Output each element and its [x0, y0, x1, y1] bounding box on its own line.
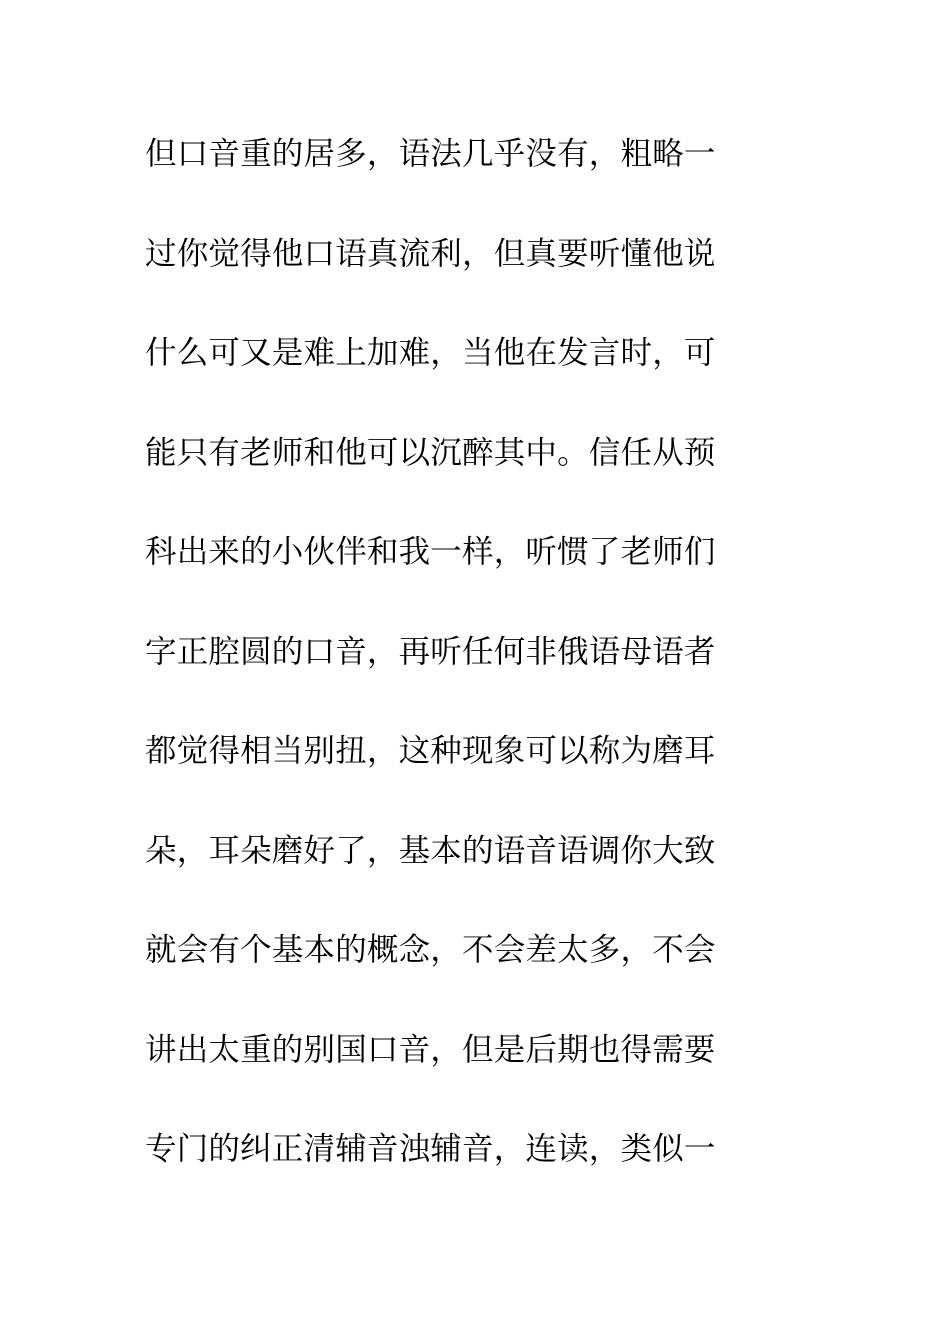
- text-line: 专门的纠正清辅音浊辅音，连读，类似一: [145, 1131, 716, 1167]
- text-line: 什么可又是难上加难，当他在发言时，可: [145, 335, 716, 371]
- text-line: 能只有老师和他可以沉醉其中。信任从预: [145, 434, 716, 471]
- text-line: 科出来的小伙伴和我一样，听惯了老师们: [145, 534, 716, 570]
- text-line: 讲出太重的别国口音，但是后期也得需要: [145, 1031, 716, 1068]
- body-text: [145, 126, 785, 1221]
- text-line: 就会有个基本的概念，不会差太多，不会: [145, 932, 716, 968]
- text-line: 过你觉得他口语真流利，但真要听懂他说: [145, 235, 716, 272]
- text-line: 字正腔圆的口音，再听任何非俄语母语者: [145, 633, 716, 670]
- text-line: 都觉得相当别扭，这种现象可以称为磨耳: [145, 733, 716, 769]
- text-line: 但口音重的居多，语法几乎没有，粗略一: [145, 136, 716, 172]
- text-line: 朵，耳朵磨好了，基本的语音语调你大致: [145, 832, 716, 869]
